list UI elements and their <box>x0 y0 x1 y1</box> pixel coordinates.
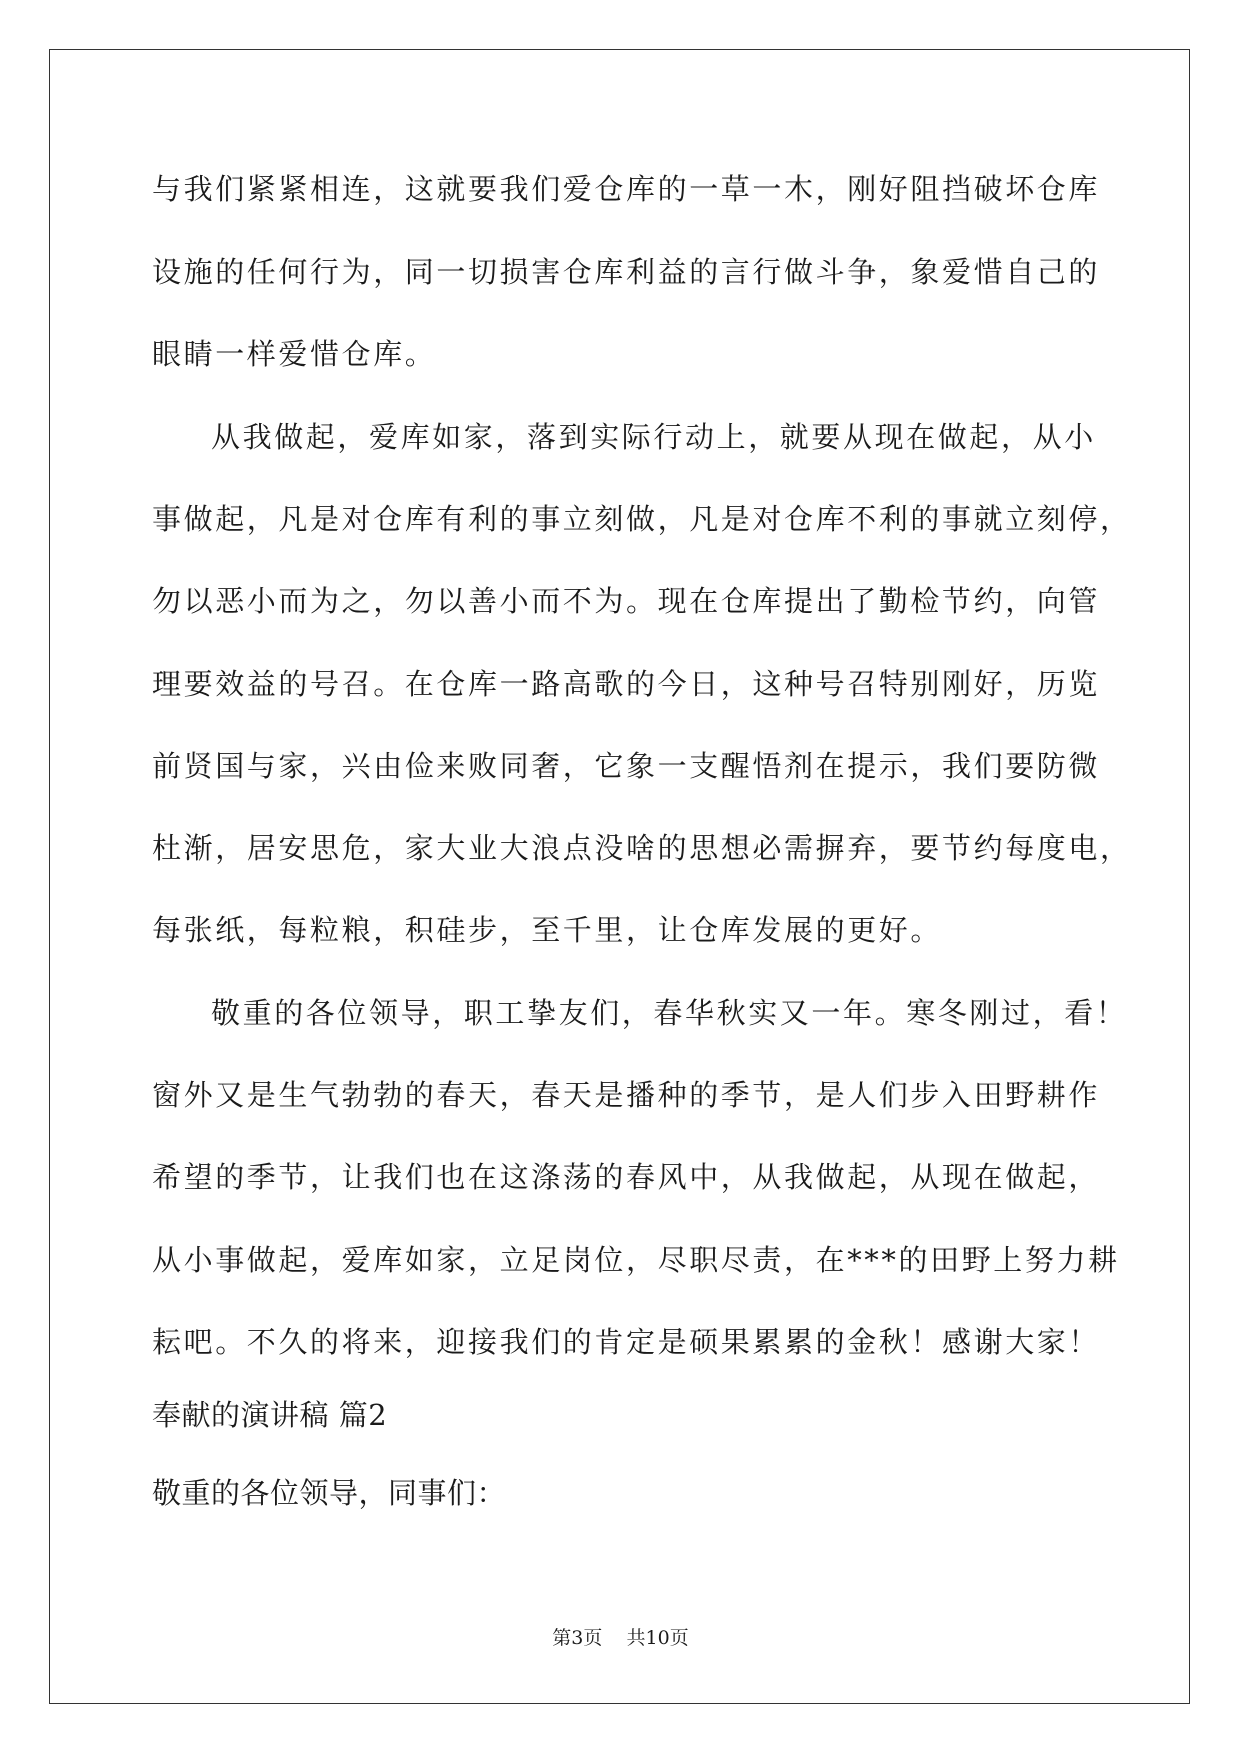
text-line: 勿以恶小而为之，勿以善小而不为。现在仓库提出了勤检节约，向管 <box>152 584 1101 618</box>
text-line: 窗外又是生气勃勃的春天，春天是播种的季节，是人们步入田野耕作 <box>152 1078 1101 1112</box>
text-line: 耘吧。不久的将来，迎接我们的肯定是硕果累累的金秋！感谢大家！ <box>152 1325 1101 1359</box>
text-line: 敬重的各位领导，职工挚友们，春华秋实又一年。寒冬刚过，看！ <box>211 996 1128 1030</box>
salutation: 敬重的各位领导，同事们： <box>152 1476 507 1510</box>
text-line: 前贤国与家，兴由俭来败同奢，它象一支醒悟剂在提示，我们要防微 <box>152 749 1101 783</box>
text-line: 眼睛一样爱惜仓库。 <box>152 337 437 371</box>
text-line: 从小事做起，爱库如家，立足岗位，尽职尽责，在***的田野上努力耕 <box>152 1243 1120 1277</box>
section-title: 奉献的演讲稿 篇2 <box>152 1398 388 1432</box>
page-border <box>49 49 1190 1704</box>
text-line: 设施的任何行为，同一切损害仓库利益的言行做斗争，象爱惜自己的 <box>152 255 1101 289</box>
page-number: 第3页 共10页 <box>552 1627 689 1649</box>
text-line: 与我们紧紧相连，这就要我们爱仓库的一草一木，刚好阻挡破坏仓库 <box>152 172 1101 206</box>
text-line: 理要效益的号召。在仓库一路高歌的今日，这种号召特别刚好，历览 <box>152 667 1101 701</box>
text-line: 从我做起，爱库如家，落到实际行动上，就要从现在做起，从小 <box>211 420 1096 454</box>
text-line: 杜渐，居安思危，家大业大浪点没啥的思想必需摒弃，要节约每度电， <box>152 831 1132 865</box>
text-line: 希望的季节，让我们也在这涤荡的春风中，从我做起，从现在做起， <box>152 1160 1101 1194</box>
text-line: 事做起，凡是对仓库有利的事立刻做，凡是对仓库不利的事就立刻停， <box>152 502 1132 536</box>
text-line: 每张纸，每粒粮，积硅步，至千里，让仓库发展的更好。 <box>152 913 943 947</box>
